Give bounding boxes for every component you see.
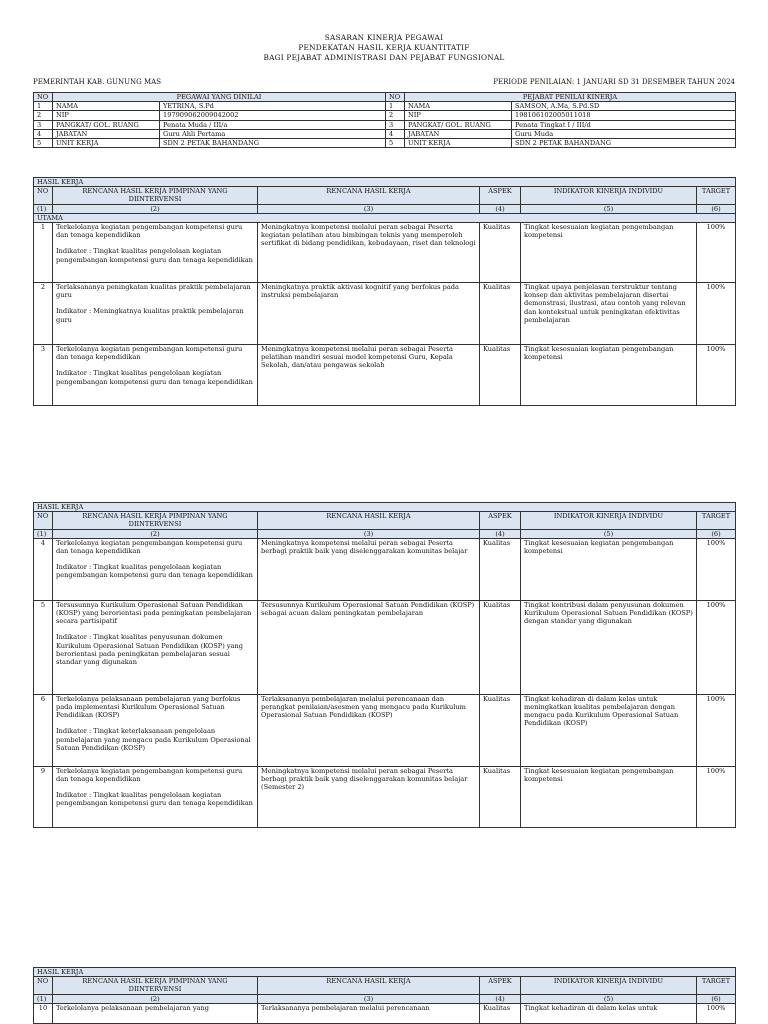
column-number-row [34, 529, 736, 538]
table-row [34, 283, 736, 345]
pimpinan-text: Terlaksananya peningkatan kualitas praktik pembelajaran guru [56, 283, 251, 300]
row-number: 9 [34, 766, 53, 827]
rencana-cell: Meningkatnya kompetensi melalui peran sebagai Peserta kegiatan pelatihan atau bimbingan teknis yang memperoleh sertifikat di bidang pendidikan, kebudayaan, riset dan teknologi [258, 223, 480, 283]
col-header-aspek: ASPEK [480, 977, 521, 994]
field-label: NIP [405, 111, 512, 120]
pimpinan-cell [53, 538, 258, 600]
col-number: (5) [521, 994, 697, 1003]
identity-row [34, 111, 736, 120]
row-no: 4 [34, 129, 53, 138]
pimpinan-indicator: Indikator : Tingkat keterlaksanaan pengelolaan pembelajaran yang mengacu pada Kurikulum Operasional Satuan Pendidikan (KOSP) [56, 727, 251, 752]
col-number: (5) [521, 204, 697, 213]
target-cell: 100% [697, 538, 736, 600]
indikator-cell: Tingkat kesesuaian kegiatan pengembangan kompetensi [521, 766, 697, 827]
evaluator-title: PEJABAT PENILAI KINERJA [405, 93, 736, 102]
field-label: JABATAN [53, 129, 160, 138]
col-number: (1) [34, 994, 53, 1003]
field-value: 197909062009042002 [160, 111, 386, 120]
section-title: HASIL KERJA [34, 968, 736, 977]
col-header-no: NO [34, 512, 53, 529]
col-number: (6) [697, 994, 736, 1003]
government-label: PEMERINTAH KAB. GUNUNG MAS [33, 78, 161, 86]
field-label: NIP [53, 111, 160, 120]
table-row [34, 1003, 736, 1023]
pimpinan-indicator: Indikator : Tingkat kualitas pengelolaan kegiatan pengembangan kompetensi guru dan tenaga kependidikan [56, 369, 253, 386]
evaluated-title: PEGAWAI YANG DINILAI [53, 93, 386, 102]
row-no: 1 [34, 102, 53, 111]
pimpinan-cell [53, 694, 258, 766]
field-value: SAMSON, A.Ma, S.Pd.SD [512, 102, 736, 111]
rencana-cell: Terlaksananya pembelajaran melalui perencanaan dan perangkat penilaian/asesmen yang mengacu pada Kurikulum Operasional Satuan Pendidikan (KOSP) [258, 694, 480, 766]
target-cell: 100% [697, 600, 736, 694]
col-header-aspek: ASPEK [480, 512, 521, 529]
field-label: PANGKAT/ GOL. RUANG [405, 120, 512, 129]
pimpinan-cell [53, 283, 258, 345]
section-row [34, 968, 736, 977]
col-number: (5) [521, 529, 697, 538]
section-row [34, 503, 736, 512]
identity-row [34, 120, 736, 129]
field-value: Guru Muda [512, 129, 736, 138]
row-no: 3 [386, 120, 405, 129]
table-row [34, 694, 736, 766]
aspek-cell: Kualitas [480, 766, 521, 827]
row-no: 3 [34, 120, 53, 129]
pimpinan-text: Terkelolanya kegiatan pengembangan kompetensi guru dan tenaga kependidikan [56, 345, 243, 362]
doc-title-line-3: BAGI PEJABAT ADMINISTRASI DAN PEJABAT FUNGSIONAL [263, 53, 505, 62]
row-number: 4 [34, 538, 53, 600]
row-no: 5 [34, 139, 53, 148]
row-number: 1 [34, 223, 53, 283]
doc-title-line-2: PENDEKATAN HASIL KERJA KUANTITATIF [298, 43, 470, 52]
pimpinan-text: Terkelolanya kegiatan pengembangan kompetensi guru dan tenaga kependidikan [56, 223, 243, 240]
col-header-rencana: RENCANA HASIL KERJA [258, 512, 480, 529]
field-value: SDN 2 PETAK BAHANDANG [512, 139, 736, 148]
col-number: (6) [697, 204, 736, 213]
table-row [34, 538, 736, 600]
col-number: (2) [53, 529, 258, 538]
indikator-cell: Tingkat upaya penjelasan terstruktur tentang konsep dan aktivitas pembelajaran disertai demonstrasi, ilustrasi, atau contoh yang relevan dan kontekstual untuk peningkatan efektivitas pembelajaran [521, 283, 697, 345]
utama-label: UTAMA [34, 213, 736, 222]
row-number: 2 [34, 283, 53, 345]
row-number: 6 [34, 694, 53, 766]
identity-table [33, 92, 736, 148]
pimpinan-cell [53, 223, 258, 283]
field-label: PANGKAT/ GOL. RUANG [53, 120, 160, 129]
col-header-rencana: RENCANA HASIL KERJA [258, 187, 480, 204]
table-row [34, 600, 736, 694]
field-value: YETRINA, S.Pd [160, 102, 386, 111]
aspek-cell: Kualitas [480, 600, 521, 694]
col-header-indikator: INDIKATOR KINERJA INDIVIDU [521, 512, 697, 529]
indikator-cell: Tingkat kesesuaian kegiatan pengembangan kompetensi [521, 223, 697, 283]
col-number: (1) [34, 529, 53, 538]
aspek-cell: Kualitas [480, 1003, 521, 1023]
target-cell: 100% [697, 283, 736, 345]
field-label: NAMA [53, 102, 160, 111]
pimpinan-indicator: Indikator : Meningkatnya kualitas praktik pembelajaran guru [56, 307, 244, 324]
col-header-target: TARGET [697, 512, 736, 529]
rencana-cell: Meningkatnya kompetensi melalui peran sebagai Peserta berbagi praktik baik yang diselenggarakan komunitas belajar (Semester 2) [258, 766, 480, 827]
section-title: HASIL KERJA [34, 178, 736, 187]
identity-row [34, 139, 736, 148]
row-no: 2 [386, 111, 405, 120]
meta-row [33, 78, 735, 86]
target-cell: 100% [697, 694, 736, 766]
row-no: 4 [386, 129, 405, 138]
target-cell: 100% [697, 223, 736, 283]
pimpinan-cell [53, 600, 258, 694]
doc-title-line-1: SASARAN KINERJA PEGAWAI [324, 33, 444, 42]
table-row [34, 766, 736, 827]
col-header-pimpinan: RENCANA HASIL KERJA PIMPINAN YANG DIINTERVENSI [53, 187, 258, 204]
field-value: 198106102005011018 [512, 111, 736, 120]
row-no: 1 [386, 102, 405, 111]
row-number: 5 [34, 600, 53, 694]
col-header-aspek: ASPEK [480, 187, 521, 204]
col-number: (4) [480, 994, 521, 1003]
section-title: HASIL KERJA [34, 503, 736, 512]
aspek-cell: Kualitas [480, 223, 521, 283]
pimpinan-text: Terkelolanya pelaksanaan pembelajaran yang berfokus pada implementasi Kurikulum Operasional Satuan Pendidikan (KOSP) [56, 694, 241, 720]
pimpinan-cell: Terkelolanya pelaksanaan pembelajaran yang [53, 1003, 258, 1023]
col-header-target: TARGET [697, 977, 736, 994]
row-number: 3 [34, 345, 53, 406]
pimpinan-indicator: Indikator : Tingkat kualitas pengelolaan kegiatan pengembangan kompetensi guru dan tenaga kependidikan [56, 563, 253, 580]
pimpinan-text: Terkelolanya kegiatan pengembangan kompetensi guru dan tenaga kependidikan [56, 766, 243, 784]
field-label: UNIT KERJA [53, 139, 160, 148]
column-number-row [34, 994, 736, 1003]
column-header-row [34, 977, 736, 994]
period-label: PERIODE PENILAIAN: 1 JANUARI SD 31 DESEMBER TAHUN 2024 [493, 78, 735, 86]
col-header-no: NO [34, 187, 53, 204]
work-results-table-2 [33, 502, 736, 828]
col-number: (3) [258, 204, 480, 213]
row-no: 5 [386, 139, 405, 148]
indikator-cell: Tingkat kesesuaian kegiatan pengembangan kompetensi [521, 345, 697, 406]
column-number-row [34, 204, 736, 213]
col-number: (3) [258, 529, 480, 538]
col-header-indikator: INDIKATOR KINERJA INDIVIDU [521, 187, 697, 204]
rencana-cell: Tersusunnya Kurikulum Operasional Satuan Pendidikan (KOSP) sebagai acuan dalam peningkatan pembelajaran [258, 600, 480, 694]
identity-row [34, 129, 736, 138]
aspek-cell: Kualitas [480, 345, 521, 406]
pimpinan-indicator: Indikator : Tingkat kualitas pengelolaan kegiatan pengembangan kompetensi guru dan tenaga kependidikan [56, 791, 253, 808]
utama-row [34, 213, 736, 222]
col-header-indikator: INDIKATOR KINERJA INDIVIDU [521, 977, 697, 994]
col-number: (2) [53, 994, 258, 1003]
field-value: Guru Ahli Pertama [160, 129, 386, 138]
col-header-pimpinan: RENCANA HASIL KERJA PIMPINAN YANG DIINTERVENSI [53, 512, 258, 529]
column-header-row [34, 512, 736, 529]
target-cell: 100% [697, 345, 736, 406]
aspek-cell: Kualitas [480, 538, 521, 600]
pimpinan-indicator: Indikator : Tingkat kualitas penyusunan dokumen Kurikulum Operasional Satuan Pendidikan (KOSP) yang berorientasi pada peningkatan pembelajaran sesuai standar yang digunakan [56, 633, 244, 667]
col-number: (4) [480, 204, 521, 213]
table-row [34, 223, 736, 283]
field-label: UNIT KERJA [405, 139, 512, 148]
col-number: (1) [34, 204, 53, 213]
identity-row [34, 102, 736, 111]
pimpinan-cell [53, 345, 258, 406]
rencana-cell: Meningkatnya kompetensi melalui peran sebagai Peserta pelatihan mandiri sesuai model kompetensi Guru, Kepala Sekolah, dan/atau pengawas sekolah [258, 345, 480, 406]
row-number: 10 [34, 1003, 53, 1023]
rencana-cell: Meningkatnya kompetensi melalui peran sebagai Peserta berbagi praktik baik yang diselenggarakan komunitas belajar [258, 538, 480, 600]
aspek-cell: Kualitas [480, 283, 521, 345]
rencana-cell: Meningkatnya praktik aktivasi kognitif yang berfokus pada instruksi pembelajaran [258, 283, 480, 345]
identity-no-header: NO [34, 93, 53, 102]
col-header-rencana: RENCANA HASIL KERJA [258, 977, 480, 994]
target-cell: 100% [697, 766, 736, 827]
col-header-target: TARGET [697, 187, 736, 204]
field-value: Penata Muda / III/a [160, 120, 386, 129]
aspek-cell: Kualitas [480, 694, 521, 766]
work-results-table-3 [33, 967, 736, 1024]
rencana-cell: Terlaksananya pembelajaran melalui perencanaan [258, 1003, 480, 1023]
work-results-table-1 [33, 177, 736, 406]
identity-header-row [34, 93, 736, 102]
section-row [34, 178, 736, 187]
col-number: (6) [697, 529, 736, 538]
indikator-cell: Tingkat kesesuaian kegiatan pengembangan kompetensi [521, 538, 697, 600]
col-header-no: NO [34, 977, 53, 994]
pimpinan-indicator: Indikator : Tingkat kualitas pengelolaan kegiatan pengembangan kompetensi guru dan tenaga kependidikan [56, 247, 253, 264]
field-value: Penata Tingkat I / III/d [512, 120, 736, 129]
row-no: 2 [34, 111, 53, 120]
pimpinan-text: Terkelolanya kegiatan pengembangan kompetensi guru dan tenaga kependidikan [56, 538, 243, 556]
indikator-cell: Tingkat kehadiran di dalam kelas untuk [521, 1003, 697, 1023]
indikator-cell: Tingkat kontribusi dalam penyusunan dokumen Kurikulum Operasional Satuan Pendidikan (KOSP) dengan standar yang digunakan [521, 600, 697, 694]
field-value: SDN 2 PETAK BAHANDANG [160, 139, 386, 148]
col-number: (2) [53, 204, 258, 213]
col-number: (4) [480, 529, 521, 538]
identity-no-header: NO [386, 93, 405, 102]
col-number: (3) [258, 994, 480, 1003]
column-header-row [34, 187, 736, 204]
target-cell: 100% [697, 1003, 736, 1023]
col-header-pimpinan: RENCANA HASIL KERJA PIMPINAN YANG DIINTERVENSI [53, 977, 258, 994]
field-label: NAMA [405, 102, 512, 111]
indikator-cell: Tingkat kehadiran di dalam kelas untuk meningkatkan kualitas pembelajaran dengan mengacu pada Kurikulum Operasional Satuan Pendidikan (KOSP) [521, 694, 697, 766]
table-row [34, 345, 736, 406]
pimpinan-cell [53, 766, 258, 827]
field-label: JABATAN [405, 129, 512, 138]
pimpinan-text: Tersusunnya Kurikulum Operasional Satuan Pendidikan (KOSP) yang berorientasi pada peningkatan pembelajaran secara partisipatif [56, 600, 252, 626]
